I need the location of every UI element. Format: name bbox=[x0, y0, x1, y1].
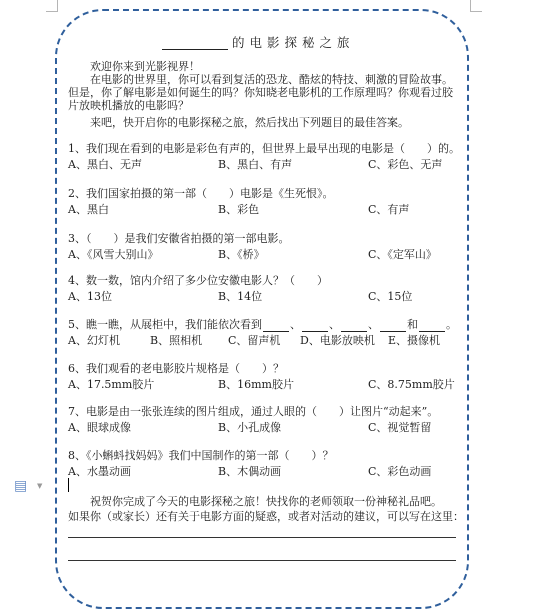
option-a[interactable]: A、黑白 bbox=[68, 203, 109, 216]
intro-line: 在电影的世界里，你可以看到复活的恐龙、酷炫的特技、刺激的冒险故事。 bbox=[90, 73, 453, 86]
option-c[interactable]: C、《定军山》 bbox=[368, 248, 437, 261]
question-4: 4、数一数，馆内介绍了多少位安徽电影人？（ ） bbox=[68, 274, 328, 287]
answer-blank[interactable] bbox=[419, 321, 445, 332]
question-5-and: 和 bbox=[407, 318, 418, 331]
intro-line: 来吧，快开启你的电影探秘之旅，然后找出下列题目的最佳答案。 bbox=[90, 116, 409, 129]
option-b[interactable]: B、彩色 bbox=[218, 203, 260, 216]
answer-blank[interactable] bbox=[263, 321, 289, 332]
intro-line: 但是，你了解电影是如何诞生的吗？你知晓老电影机的工作原理吗？你观看过胶 bbox=[68, 86, 453, 99]
option-c[interactable]: C、有声 bbox=[368, 203, 410, 216]
intro-line: 欢迎你来到光影视界！ bbox=[90, 60, 200, 73]
answer-blank[interactable] bbox=[341, 321, 367, 332]
option-a[interactable]: A、眼球成像 bbox=[68, 421, 131, 434]
page-title bbox=[162, 36, 355, 50]
question-5: 5、瞧一瞧，从展柜中，我们能依次看到 、 、 、 和 。 bbox=[68, 318, 457, 331]
answer-blank[interactable] bbox=[380, 321, 406, 332]
question-7: 7、电影是由一张张连续的图片组成，通过人眼的（ ）让图片“动起来”。 bbox=[68, 405, 439, 418]
option-b[interactable]: B、《桥》 bbox=[218, 248, 265, 261]
answer-blank[interactable] bbox=[302, 321, 328, 332]
question-5-text: 5、瞧一瞧，从展柜中，我们能依次看到 bbox=[68, 318, 262, 331]
option-a[interactable]: A、黑白、无声 bbox=[68, 158, 142, 171]
question-5-end: 。 bbox=[446, 318, 457, 331]
option-a[interactable]: A、17.5mm胶片 bbox=[68, 378, 155, 391]
document-icon[interactable]: ▤ bbox=[14, 478, 28, 494]
option-b[interactable]: B、黑白、有声 bbox=[218, 158, 293, 171]
title-text: 的电影探秘之旅 bbox=[232, 35, 355, 50]
closing-line: 祝贺你完成了今天的电影探秘之旅！快找你的老师领取一份神秘礼品吧。 bbox=[90, 495, 442, 508]
dropdown-arrow-icon[interactable]: ▼ bbox=[37, 482, 43, 490]
option-b[interactable]: B、木偶动画 bbox=[218, 465, 282, 478]
option-c[interactable]: C、视觉暂留 bbox=[368, 421, 432, 434]
option-b[interactable]: B、14位 bbox=[218, 290, 263, 303]
question-8: 8、《小蝌蚪找妈妈》我们中国制作的第一部（ ）？ bbox=[68, 449, 334, 462]
writing-line[interactable] bbox=[68, 560, 456, 561]
intro-line: 片放映机播放的电影吗？ bbox=[68, 99, 189, 112]
option-b[interactable]: B、16mm胶片 bbox=[218, 378, 294, 391]
option-a[interactable]: A、水墨动画 bbox=[68, 465, 131, 478]
writing-line[interactable] bbox=[68, 537, 456, 538]
option-a[interactable]: A、幻灯机 bbox=[68, 334, 120, 347]
option-b[interactable]: B、小孔成像 bbox=[218, 421, 282, 434]
option-c[interactable]: C、彩色、无声 bbox=[368, 158, 443, 171]
question-6: 6、我们观看的老电影胶片规格是（ ）？ bbox=[68, 362, 284, 375]
option-c[interactable]: C、15位 bbox=[368, 290, 413, 303]
option-d[interactable]: D、电影放映机 bbox=[300, 334, 375, 347]
question-3: 3、（ ）是我们安徽省拍摄的第一部电影。 bbox=[68, 232, 290, 245]
option-c[interactable]: C、彩色动画 bbox=[368, 465, 432, 478]
option-c[interactable]: C、留声机 bbox=[228, 334, 281, 347]
option-e[interactable]: E、摄像机 bbox=[388, 334, 441, 347]
option-b[interactable]: B、照相机 bbox=[150, 334, 203, 347]
option-c[interactable]: C、8.75mm胶片 bbox=[368, 378, 455, 391]
option-a[interactable]: A、《风雪大别山》 bbox=[68, 248, 159, 261]
option-a[interactable]: A、13位 bbox=[68, 290, 112, 303]
closing-line: 如果你（或家长）还有关于电影方面的疑惑，或者对活动的建议，可以写在这里： bbox=[68, 510, 464, 523]
question-2: 2、我们国家拍摄的第一部（ ）电影是《生死恨》。 bbox=[68, 187, 334, 200]
title-blank[interactable] bbox=[162, 39, 228, 50]
text-cursor bbox=[68, 478, 69, 492]
question-1: 1、我们现在看到的电影是彩色有声的，但世界上最早出现的电影是（ ）的。 bbox=[68, 142, 460, 155]
